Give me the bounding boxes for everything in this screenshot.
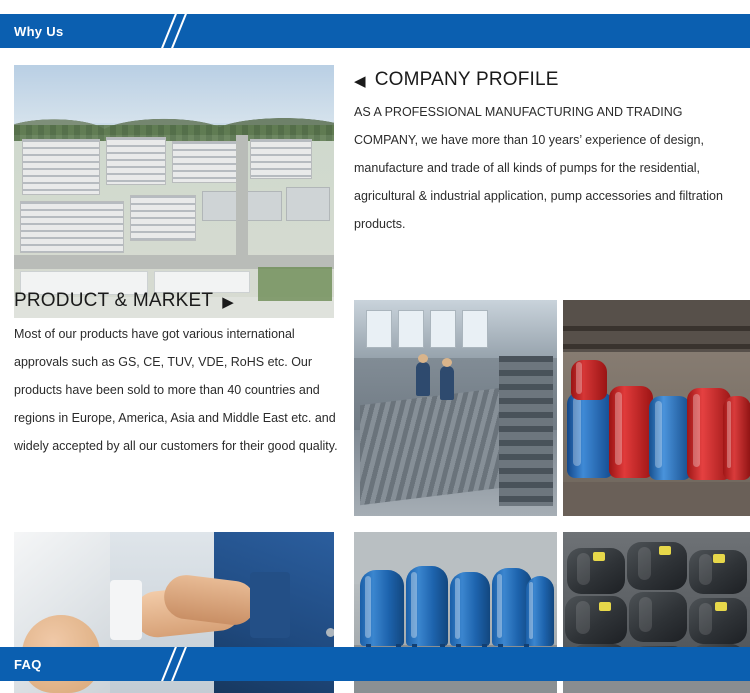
product-market-title: PRODUCT & MARKET [14,290,214,311]
blue-tank [360,570,404,646]
company-profile-title: COMPANY PROFILE [374,69,559,90]
building [106,137,166,185]
floor-region [563,482,750,516]
road-vertical [236,135,248,263]
roof [286,187,330,221]
why-us-content [0,48,750,647]
building [172,141,244,183]
green-area [258,267,332,301]
blue-tank [526,576,554,646]
shirt-cuff [110,580,142,640]
red-blue-tanks-photo [563,300,750,516]
suit-cuff [250,572,290,638]
faq-section-bar [0,647,750,681]
ceiling-beam [563,326,750,331]
yellow-tag [713,554,725,563]
building [130,195,196,241]
window [462,310,488,348]
wrapped-bale [627,542,687,590]
bar-slash-decoration [159,14,178,48]
suit-button [326,628,334,637]
wrapped-bale [629,592,687,642]
company-profile-text: AS A PROFESSIONAL MANUFACTURING AND TRADING COMPANY, we have more than 10 years’ experience of design, manufacture and trade of all kinds of pumps for the residential, agricultural & industrial application, pump accessories and filtration products. [354,105,723,231]
building [20,201,124,253]
company-profile-heading [354,69,559,91]
why-us-label: Why Us [14,23,64,39]
wrapped-bale [565,596,627,644]
yellow-tag [659,546,671,555]
bar-slash-decoration [159,647,178,681]
yellow-tag [599,602,611,611]
window [366,310,392,348]
red-tank [723,396,750,480]
worker [416,362,430,396]
arrow-right-icon: ▶ [222,293,234,311]
factory-aerial-photo [14,65,334,318]
blue-tank [649,396,691,480]
red-tank [609,386,653,478]
product-market-text: Most of our products have got various international approvals such as GS, CE, TUV, VDE, RoHS etc. Our products have been sold to more than 40 countries and regions in Europe, America, Asia and Middle East etc. and widely accepted by all our customers for their good quality. [14,327,338,453]
building [22,139,100,195]
blue-tank [450,572,490,646]
ceiling-beam [563,344,750,349]
yellow-tag [593,552,605,561]
why-us-section-bar [0,14,750,48]
worker [440,366,454,400]
storage-rack [499,356,553,506]
blue-tank [406,566,448,646]
building [250,139,312,179]
window [398,310,424,348]
production-line-photo [354,300,557,516]
yellow-tag [715,602,727,611]
red-tank-back [571,360,607,400]
conveyor-belt [360,387,510,505]
faq-label: FAQ [14,656,42,672]
product-market-heading [14,290,234,312]
arrow-left-icon: ◀ [354,72,366,90]
blue-tank [567,392,613,478]
window [430,310,456,348]
